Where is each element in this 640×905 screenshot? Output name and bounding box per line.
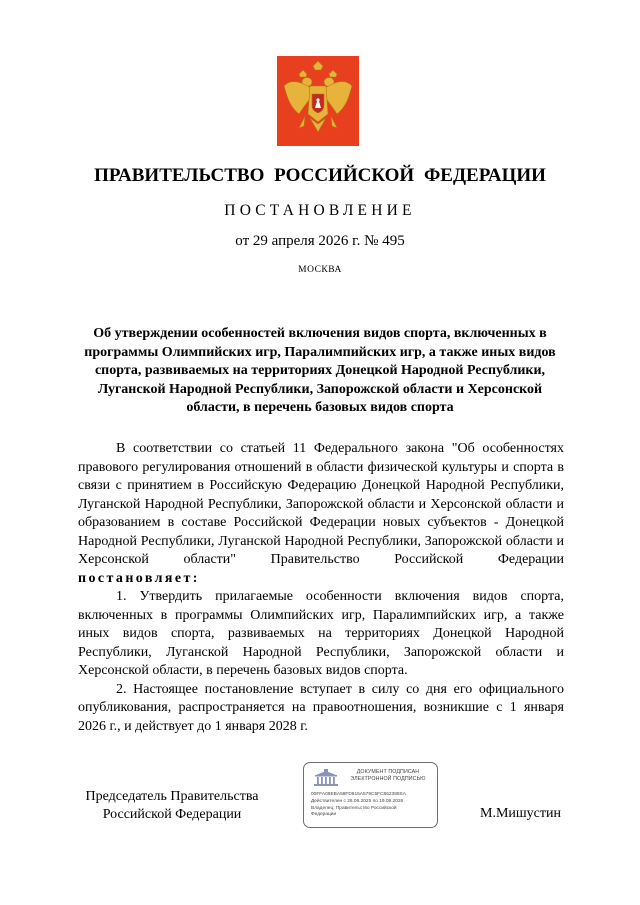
city: МОСКВА (298, 265, 342, 275)
stamp-certificate: 00FFA09EBA58FD915A579C5FC862388SA (311, 792, 406, 797)
signer-title-line2: Российской Федерации (102, 807, 242, 822)
item-2: 2. Настоящее постановление вступает в силу со дня его официального опубликования, распространяется на правоотношения, возникшие с 1 января 2026 г., и действует до 1 января 2028 г. (78, 681, 564, 734)
stamp-owner-line2: Федерации (311, 812, 337, 818)
document-subject: Об утверждении особенностей включения видов спорта, включенных в программы Олимпийских игр, Паралимпийских игр, а также иных видов спорта, развиваемых на территориях Донецкой Народной Республики, Луганской Народной Республики, Запорожской области и Херсонской области, в перечень базовых видов спорта (84, 326, 556, 415)
coat-of-arms-icon (277, 56, 359, 146)
preamble-text: В соответствии со статьей 11 Федерального закона "Об особенностях правового регулирования отношений в области физической культуры и спорта в связи с принятием в Российскую Федерацию Донецкой Народной Республики, Луганской Народной Республики, Запорожской области и Херсонской области и образованием в составе Российской Федерации новых субъектов - Донецкой Народной Республики, Луганской Народной Республики, Запорожской области и Херсонской области" Правительство Российской Федерации (78, 441, 564, 567)
document-type: ПОСТАНОВЛЕНИЕ (224, 202, 416, 219)
stamp-validity: Действителен с 26.06.2025 по 19.09.2026 (311, 798, 404, 804)
document-body (78, 440, 564, 736)
signer-name: М.Мишустин (480, 806, 561, 821)
item-1: 1. Утвердить прилагаемые особенности включения видов спорта, включенных в программы Олимпийских игр, Паралимпийских игр, а также иных видов спорта, развиваемых на территориях Донецкой Народной Республики, Луганской Народной Республики, Запорожской области и Херсонской области, в перечень базовых видов спорта. (78, 589, 564, 678)
stamp-owner-line1: Владелец: Правительство Российской (311, 805, 397, 811)
signer-title-line1: Председатель Правительства (85, 789, 259, 804)
government-building-icon (313, 768, 339, 787)
electronic-signature-stamp (303, 762, 438, 828)
decree-word: постановляет: (78, 570, 200, 586)
stamp-title (341, 769, 435, 783)
stamp-details (311, 792, 435, 819)
government-title: ПРАВИТЕЛЬСТВО РОССИЙСКОЙ ФЕДЕРАЦИИ (94, 165, 546, 186)
document-date-number: от 29 апреля 2026 г. № 495 (235, 233, 405, 249)
preamble-paragraph (78, 440, 564, 588)
signer-title (78, 788, 266, 824)
stamp-title-line1: ДОКУМЕНТ ПОДПИСАН (356, 769, 420, 775)
stamp-title-line2: ЭЛЕКТРОННОЙ ПОДПИСЬЮ (350, 776, 426, 782)
